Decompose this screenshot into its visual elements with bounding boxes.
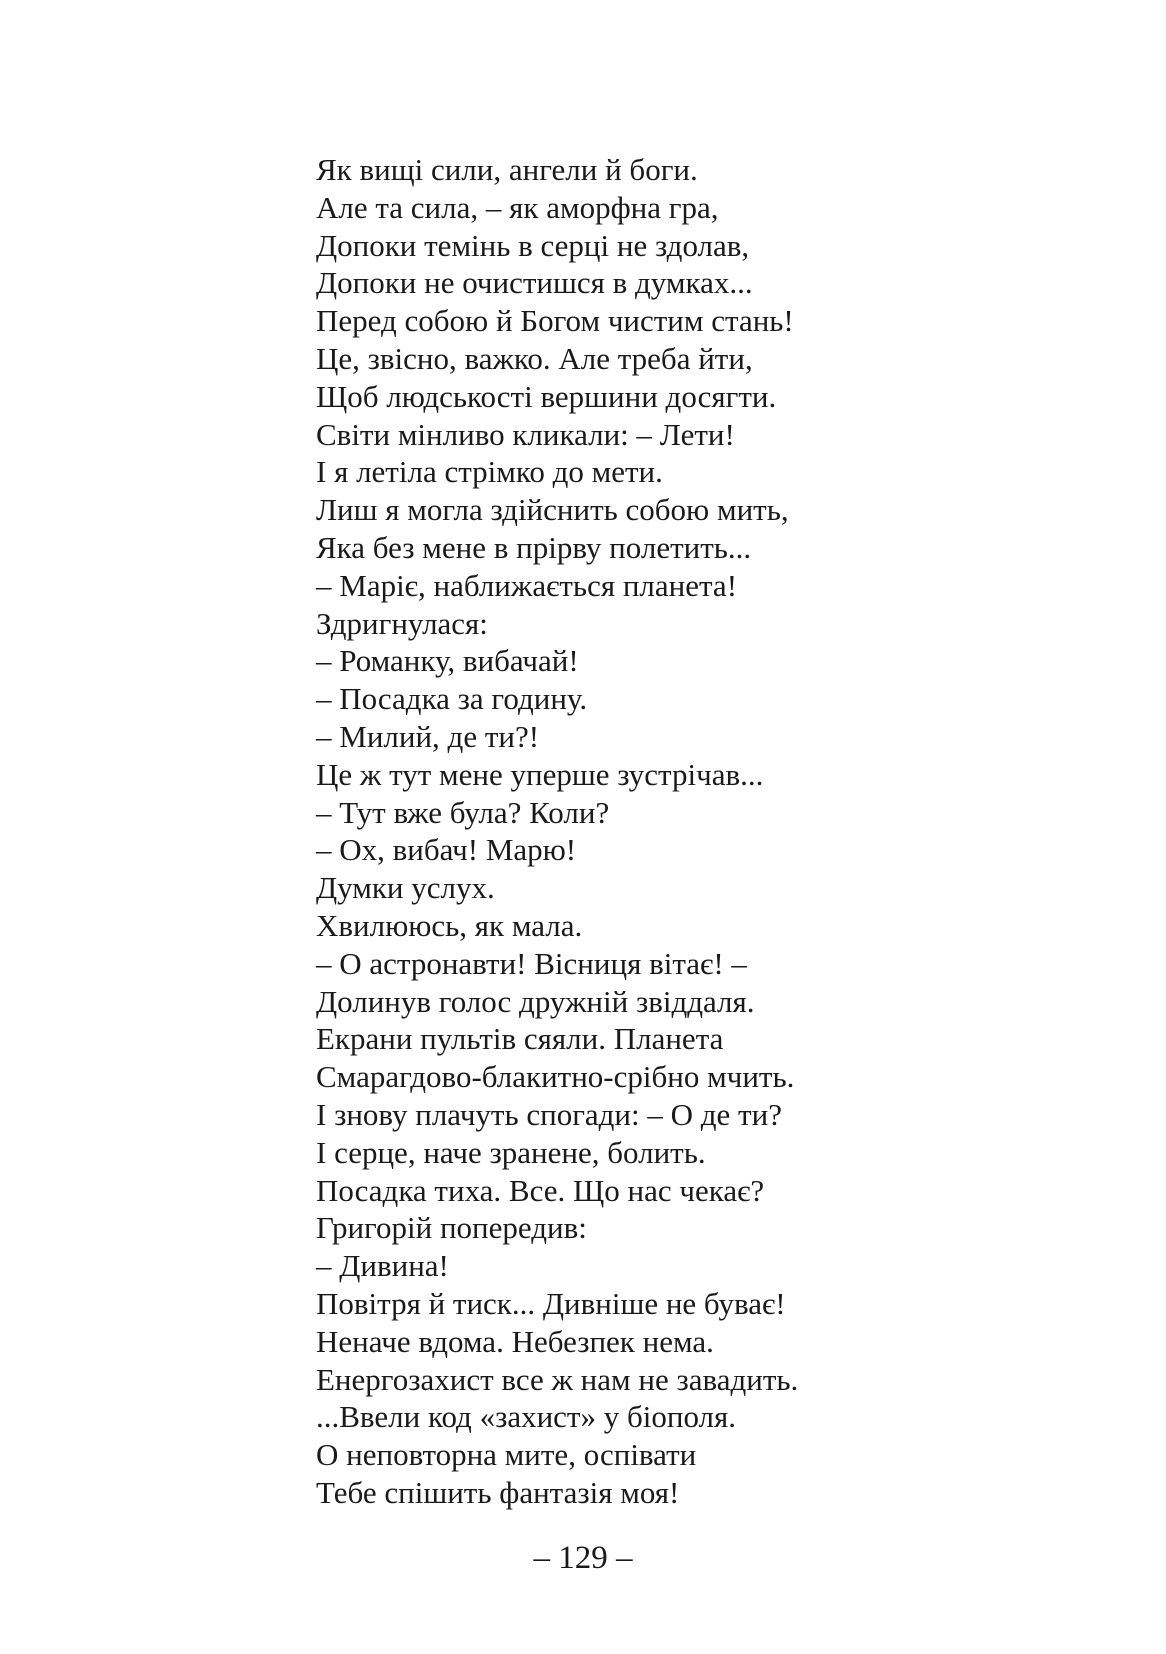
poem-line: Тебе спішить фантазія моя! — [316, 1474, 680, 1510]
poem-line: Думки услух. — [316, 870, 495, 906]
poem-line: Повітря й тиск... Дивніше не буває! — [316, 1285, 786, 1321]
poem-line: Здригнулася: — [316, 605, 488, 641]
poem-line: Але та сила, – як аморфна гра, — [316, 189, 719, 225]
poem-line: І я летіла стрімко до мети. — [316, 454, 663, 490]
poem-line: – Маріє, наближається планета! — [316, 567, 738, 603]
poem-line: – Романку, вибачай! — [316, 643, 579, 679]
poem-line: Допоки темінь в серці не здолав, — [316, 227, 750, 263]
poem-line: Енергозахист все ж нам не завадить. — [316, 1361, 799, 1397]
poem-line: І знову плачуть спогади: – О де ти? — [316, 1096, 782, 1132]
poem-line: Як вищі сили, ангели й боги. — [316, 152, 698, 187]
poem-line: – Ох, вибач! Марю! — [316, 832, 577, 868]
poem-line: Долинув голос дружній звіддаля. — [316, 983, 755, 1019]
poem-line: Щоб людськості вершини досягти. — [316, 378, 777, 414]
poem-line: Посадка тиха. Все. Що нас чекає? — [316, 1172, 765, 1208]
poem-line: Перед собою й Богом чистим стань! — [316, 303, 794, 339]
poem-line: Хвилююсь, як мала. — [316, 907, 583, 943]
poem-line: Допоки не очистишся в думках... — [316, 265, 753, 301]
poem-line: – Милий, де ти?! — [316, 718, 540, 754]
poem-text — [316, 151, 798, 1512]
poem-line: І серце, наче зранене, болить. — [316, 1134, 706, 1170]
poem-line: Яка без мене в прірву полетить... — [316, 529, 752, 565]
poem-line: Лиш я могла здійснить собою мить, — [316, 492, 789, 528]
poem-line: Це, звісно, важко. Але треба йти, — [316, 340, 753, 376]
page-number: – 129 – — [533, 1540, 633, 1576]
poem-line: – О астронавти! Вісниця вітає! – — [316, 945, 747, 981]
poem-line: – Дивина! — [316, 1248, 449, 1284]
poem-line: – Тут вже була? Коли? — [316, 794, 610, 830]
poem-line: Смарагдово-блакитно-срібно мчить. — [316, 1059, 795, 1095]
poem-line: О неповторна мите, оспівати — [316, 1437, 697, 1473]
poem-line: – Посадка за годину. — [316, 681, 588, 717]
poem-line: ...Ввели код «захист» у біополя. — [316, 1399, 737, 1435]
poem-line: Григорій попередив: — [316, 1210, 587, 1246]
poem-line: Неначе вдома. Небезпек нема. — [316, 1323, 714, 1359]
poem-line: Екрани пультів сяяли. Планета — [316, 1021, 724, 1057]
poem-line: Світи мінливо кликали: – Лети! — [316, 416, 735, 452]
poem-line: Це ж тут мене уперше зустрічав... — [316, 756, 764, 792]
